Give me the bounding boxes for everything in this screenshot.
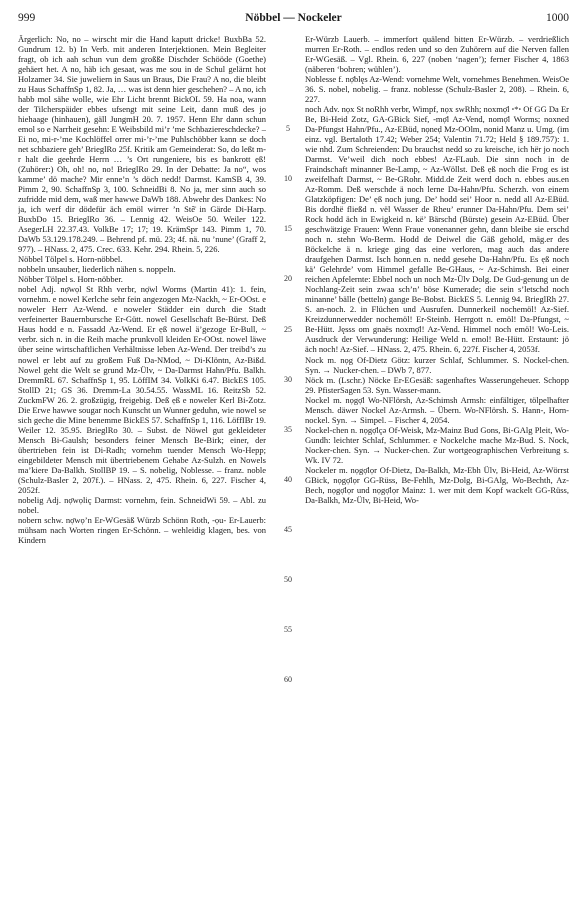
entry-noeck: Nöck m. (Lschr.) Nöcke Er-EGesäß: sagenhaftes Wasserungeheuer. Schopp 29. PfisterSagen 53. Syn. Wasser-mann. xyxy=(305,374,569,395)
entry-nockel: Nockel m. nọgọ̄l Wo-NFlörsh, Az-Schimsh Armsh: einfältiger, tölpelhafter Mensch. däwer Nockel Az-Armsh. – Übern. Wo-NFlörsh. S. Hann-, Horn-nockel. Syn. → Simpel. – Fischer 4, 2054. xyxy=(305,394,569,425)
running-head: Nöbbel — Nockeler xyxy=(245,12,342,24)
left-column xyxy=(18,34,266,904)
line-number: 60 xyxy=(284,675,292,685)
entry-noblesse: Noblesse f. nọ̄blęs Az-Wend: vornehme Welt, vornehmes Benehmen. WeisOe 36. S. nobel, nobelig. – franz. noblesse (Schulz-Basler 2, 208). – Rhein. 6, 227. xyxy=(305,74,569,105)
page-number-left: 999 xyxy=(18,12,36,24)
entry-nobern: nobern schw. nọ̄wọ’n Er-WGesäß Würzb Schönn Roth, -ọu- Er-Lauerb: mühsam nach Worten ringen Er-Schönn. – wehleidig klagen, bes. von Kindern xyxy=(18,514,266,545)
entry-nockeler: Nockeler m. nọgọ̄lọr Of-Dietz, Da-Balkh, Mz-Ebh Ülv, Bi-Heid, Az-Wörrst GBick, nọgọ̄lọr GG-Rüss, Be-Fehlh, Mz-Dolg, Bi-GAlg, Wo-Bechth, Az-Bech, nọgọ̄lọr und nọgọ̄lọr Mainz: 1. wer mit dem Kopf wackelt GG-Rüss, Da-Balkh, Mz-Ülv, Bi-Heid, Wo- xyxy=(305,464,569,505)
entry-noebbel: Nöbbel Tölpel s. Horn-nöbbel. xyxy=(18,254,123,265)
line-number: 30 xyxy=(284,374,292,384)
line-number: 10 xyxy=(284,174,292,184)
page-number-right: 1000 xyxy=(546,12,569,24)
entry-continuation: Ärgerlich: No, no – wirscht mir die Hand kaputt dricke! BuxbBa 52. Gundrum 12. b) In Verb. mit anderen Interjektionen. Mein Begleiter fragt, ob ich aah schun vun dem großße Dischder Schööde (Goethe) gehäert het. A no, häb ich gesaat, was me sou in de Schul gelärnt hot Holzamer 34. Sie juweliern in Saus un Braus, Die Frau? A no, die bleibt zu Haus SchaffnSp 1, 82. Ja, … was ist denn hier geschehen? – A no, ich habb mol sähe wolle, wie Ehr Licht brennt BickOL 59. Ha noa, wann der Tilcherspäider ebbes ufsengt mit seine Leit, dann muß des jo hiehaage (hinhauen), gäll JungmH 20. 7. 1957. Henn Ehr dann schun emol so e Narrheit gesehn: E Weibsbild mi’r ’me Schbaziereschdecke? – Ei no, mi-r-’me Kochlöffel orrer mi-’r-’me Puhlschöbber kann se doch net schbaziere geh’ BrieglRo 25f. Kritik am Gemeinderat: So, do leßt m-r halt die geehrde Herrn … ’s Ort rungeniere, bis es bankrott ẹß! (Zuhörer:) Oh, oh! no, no! BrieglRo 29. In der Debatte: Ja no“, wos kamme’ dö mache? Mir enne’n ’s döch nedd! Darmst. KamSB 4, 39. Pimm 2, 90. SchaffnSp 3, 100. SchneidBi 8. No ja, mer sinn auch so zufridde mid dem, waß mer hawwe DaWb 188. Abwehr des Dankes: No ja, ich werf dir dödefür äch emöl wirrer ’n Stẽ̈ in Gärde Di-Harp. BuxbDo 15. BrieglRo 36. – Lennig 42. WeisOe 50. Weiler 122. AsegerLH 22.37.43. VolkBe 17; 17; 19. KrämSpr 143. Pimm 1, 70. DaWb 53.129.178.249. – Behrend pf. mü. 23; 4f. nä. nu ’nune’ (Graff 2, 977). – HNass. 2, 475. Crec. 633. Kehr. 294. Rhein. 5, 226. xyxy=(18,34,266,255)
line-number: 45 xyxy=(284,524,292,534)
line-number: 50 xyxy=(284,575,292,585)
entry-noebber: Nöbber Tölpel s. Horn-nöbber. xyxy=(18,274,123,285)
line-number: 25 xyxy=(284,324,292,334)
entry-continuation: Er-Würzb Lauerb. – immerfort quälend bitten Er-Würzb. – verdrießlich murren Er-Roth. – endlos reden und so den Zuhörern auf die Nerven fallen Er-WGesäß. – Vgl. Rhein. 6, 227 (noben ‘nagen’); ferner Fischer 4, 1863 (näberen ‘bohren; wühlen’). xyxy=(305,34,569,75)
page-header xyxy=(18,12,569,28)
entry-nock: Nock m. nọg Of-Dietz Götz: kurzer Schlaf, Schlummer. S. Nockel-chen. Syn. → Nucker-chen. – DWb 7, 877. xyxy=(305,354,569,375)
entry-noch: noch Adv. nọx St noRhh verbr, Wimpf, nọx swRhh; noxmọ̄l ꞏ*ꞏ Of GG Da Er Be, Bi-Heid Zotz, GA-GBick Sief, -mọ̄l Az-Vend, nomọ̄l Worms; noxned Da-Pfungst Hahn/Pfu., Az-EBüd, nọneḍ Mz-OOlm, nonid Manz u. Umg. (im einz. vgl. Bertaloth 17.42; Weber 254; Valentin 71.72; Held § 189.757): 1. wie nhd. Zum Schreienden: Du brauchst nedd so zu kreische, ich hër jo noch Darmst. Ve’weil dich noch ebbes! Az-FLaub. Die sinn noch in de Fraindschaft minanner Be-Lamp, ~ Az-Wöllst. Deß ẹß noch die Frog es ist zweifelhaft Darmst, ~ Be-GRohr. Midd.de Zeit werd doch n. ebbes aus.en Az-Romm. Deß werschde ä noch lerne Da-Hahn/Pfu. Scherzh. von einem Glatzköpfigen: De’ ẹß noch jung. De’ hodd sei’ Hoor n. nedd all Az-EBüd. Bis dordhë fließd n. vël Wasser de Rheu’ erunner Da-Hahn/Pfu. Dem sei’ Rock hodd äch in Ewigkeid n. kë’ Bärschd (Bürste) gesein Az-EBüd. Über geschwätzige Frauen: Wenn Fraue vonenanner gehn, dann bleibe sie erschd noch n. stehn Wo-Berm. Hodd de Deiwel die Gäß gehold, mäg.er des Böckelche ä n. kriege ging das eine verloren, mag auch das andere draufgehen Darmst. Isch honn.en n. nedd gesehe Da-Hahn/Pfu. Es ẹß noch kä’ Gelehrde’ vom Himmel gefalle Be-GHaus, ~ Az-Schimsh. Bei einer reichen Apfelernte: Ebbel noch un noch Mz-Ülv Dolg. De Gud-genung un de Nochlang-Zeit sein zwaa sch’n’ böse Kumerade; die sein s’letschd noch minanne’ bälle (betteln) gange Be-Bobst. BickES 5. Lennig 94. BrieglRh 27. S. an-noch. 2. in Flüchen und Ausrufen. Dunnerkeil nochemöl! Az-Sief. Kreizdunnerwedder nochemöl! Er-Steinb. Herrgott n. emöl! Da-Pfungst, ~ Be-Hütt. Jęsss om gnaës noxmọ̄l! Az-Vend. Himmel noch emöl! Wo-Leis. Ausdruck der Verwunderung: Heilige Weld n. emol! Be-Hütt. Erstaunt: jö äch noch! Az-Sief. – HNass. 2, 475. Rhein. 6, 227f. Fischer 4, 2053f. xyxy=(305,104,569,355)
entry-nockel-chen: Nockel-chen n. nọgọ̄lçə Of-Weisk, Mz-Mainz Bud Gons, Bi-GAlg Pleit, Wo-Gundh: leichter Schlaf, Schlummer. e Nockelche mache Mz-Bud. S. Nock, Nocker-chen. Syn. → Nucker-chen. Zur wortgeographischen Verbreitung s. Wk. IV 72. xyxy=(305,424,569,465)
entry-nobelig: nobelig Adj. nọ̄wọliç Darmst: vornehm, fein. SchneidWi 59. – Abl. zu nobel. xyxy=(18,494,266,515)
line-number: 15 xyxy=(284,224,292,234)
right-column xyxy=(305,34,569,904)
line-number: 55 xyxy=(284,625,292,635)
line-number: 35 xyxy=(284,424,292,434)
line-number: 20 xyxy=(284,274,292,284)
line-number: 40 xyxy=(284,474,292,484)
line-number: 5 xyxy=(286,124,290,134)
line-number-gutter xyxy=(277,34,299,904)
entry-nobel: nobel Adj. nọ̄wọl St Rhh verbr, nọ̈wl Worms (Martin 41): 1. fein, vornehm. e nowel Kerlche sehr fein angezogen Mz-Nackh, ~ Er-OOst. e noweler Herr Az-Wend. e noweler Städder ein durch die Stadt verfeinerter Bauernbursche Er-Gütt. nowel Gesellschaft Be-Bürst. Deß Haus hodd e n. Fassadd Az-Wend. Er ẹß nowel ä’gezoge Er-Bull, ~ verbr. sich n. in die Reih mache prunkvoll kleiden Er-OOst. nowel läwe über seine wirtschaftlichen Verhältnisse leben Az-Wend. Der treibd’s zu nowel er lebt auf zu großem Fuß Da-NMod, ~ Di-Klöntn, Az-Bißd. Nowel geht die Welt se grund Mz-Ülv, ~ Da-Darmst Hahn/Pfu. Balkh. DremmRL 67. SchaffnSp 1, 95. LöffIM 34. VolkKi 6.47. BickES 105. StollD 21; GS 36. Dremm-La 30.54.55. WassML 16. ReitzSb 52. ZuckmFW 26. 2. großzügig, freigebig. Deß ẹß e noweler Kerl Bi-Zotz. Die Erwe hawwe sougar noch Kunscht un Wunner geduhn, wie nowel se sich geche die Mine benemme BickES 57. SchaffnSp 1, 116. LöffIBr 19. Weiler 12. 35.95. BrieglRo 30. – Subst. de Nöwel gut gekleideter Mensch Bi-Gaulsh; besonders feiner Mensch Be-Birk; einer, der übertrieben fein ist Di-Radh; vornehm tuender Mensch Wo-Hepp; eingebildeter Mensch mit übertriebenem Gehabe Az-Sulzh. en Nowels ma’kiere Da-Balkh. StollBP 19. – S. nobelig, Noblesse. – franz. noble (Schulz-Basler 2, 207f.). – HNass. 2, 475. Rhein. 6, 227. Fischer 4, 2052f. xyxy=(18,284,266,495)
entry-nobbeln: nobbeln unsauber, liederlich nähen s. noppeln. xyxy=(18,264,176,275)
